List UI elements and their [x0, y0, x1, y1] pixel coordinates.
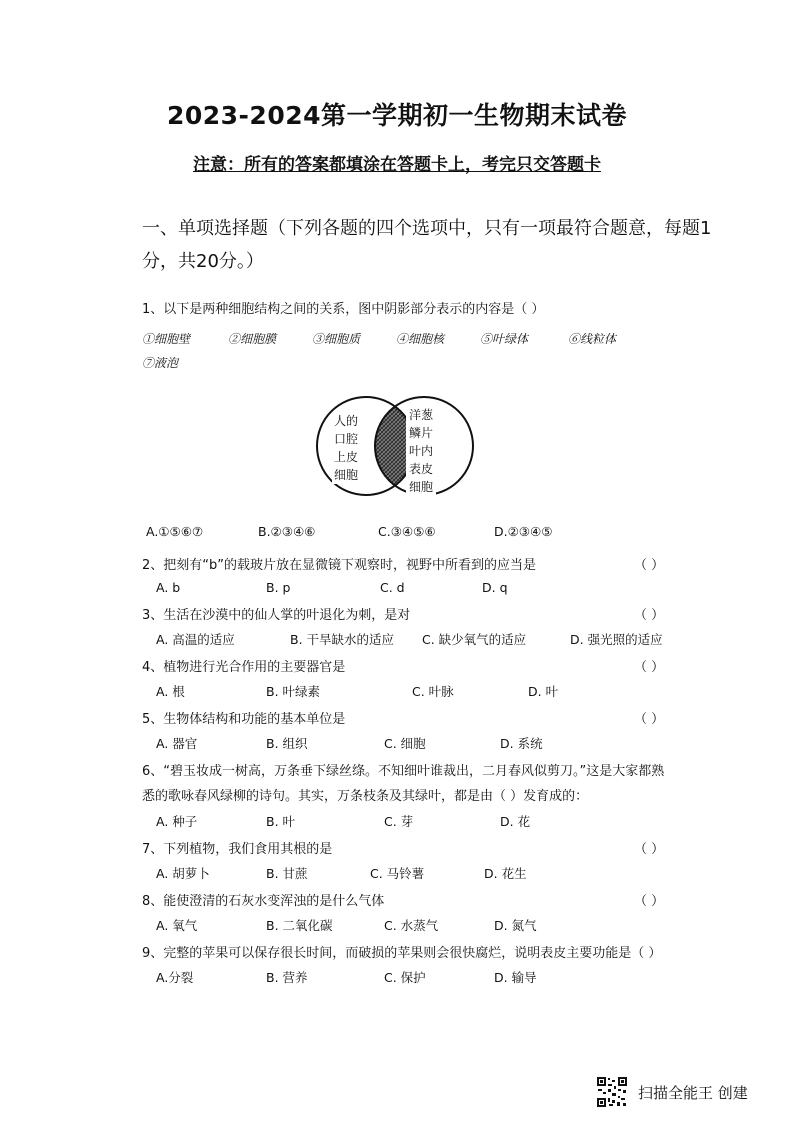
q3-option-d: D. 强光照的适应: [570, 632, 663, 647]
q1-item-5: ⑤叶绿体: [480, 332, 529, 346]
q5-option-b: B. 组织: [266, 736, 308, 751]
q1-item-1: ①细胞壁: [142, 332, 191, 346]
q1-item-3: ③细胞质: [312, 332, 361, 346]
q1-option-a: A.①⑤⑥⑦: [146, 524, 204, 539]
q7-option-d: D. 花生: [484, 866, 527, 881]
q7-option-c: C. 马铃薯: [370, 866, 425, 881]
venn-left-label: 人的口腔上皮细胞: [333, 414, 358, 482]
q5-option-d: D. 系统: [500, 736, 543, 751]
q4-option-a: A. 根: [156, 684, 185, 699]
question-2-answer-blank: （ ）: [634, 558, 665, 573]
q9-option-d: D. 输导: [494, 970, 537, 985]
q1-option-d: D.②③④⑤: [494, 524, 553, 539]
question-7-answer-blank: （ ）: [634, 842, 665, 857]
question-5-answer-blank: （ ）: [634, 712, 665, 727]
question-4-stem: 4、植物进行光合作用的主要器官是: [142, 660, 346, 675]
q4-option-b: B. 叶绿素: [266, 684, 321, 699]
q4-option-c: C. 叶脉: [412, 684, 454, 699]
q1-option-b: B.②③④⑥: [258, 524, 316, 539]
question-1-stem: 1、以下是两种细胞结构之间的关系，图中阴影部分表示的内容是（ ）: [142, 302, 545, 317]
scanner-watermark: 扫描全能王 创建: [638, 1084, 748, 1102]
q7-option-a: A. 胡萝卜: [156, 866, 210, 881]
q2-option-d: D. q: [482, 580, 508, 595]
q6-option-d: D. 花: [500, 814, 531, 829]
q9-option-a: A.分裂: [156, 970, 194, 985]
q3-option-a: A. 高温的适应: [156, 632, 235, 647]
question-3-stem: 3、生活在沙漠中的仙人掌的叶退化为刺，是对: [142, 608, 411, 623]
q9-option-b: B. 营养: [266, 970, 308, 985]
q5-option-a: A. 器官: [156, 736, 198, 751]
q8-option-d: D. 氮气: [494, 918, 537, 933]
q5-option-c: C. 细胞: [384, 736, 426, 751]
q8-option-a: A. 氧气: [156, 918, 198, 933]
q7-option-b: B. 甘蔗: [266, 866, 308, 881]
q1-item-7: ⑦液泡: [142, 356, 179, 370]
q2-option-a: A. b: [156, 580, 181, 595]
q4-option-d: D. 叶: [528, 684, 559, 699]
q1-option-c: C.③④⑤⑥: [378, 524, 436, 539]
question-9-stem: 9、完整的苹果可以保存很长时间，而破损的苹果则会很快腐烂，说明表皮主要功能是（ ）: [142, 946, 662, 961]
q9-option-c: C. 保护: [384, 970, 426, 985]
q2-option-c: C. d: [380, 580, 405, 595]
question-3-answer-blank: （ ）: [634, 608, 665, 623]
question-8-stem: 8、能使澄清的石灰水变浑浊的是什么气体: [142, 894, 385, 909]
q3-option-b: B. 干旱缺水的适应: [290, 632, 395, 647]
question-4-answer-blank: （ ）: [634, 660, 665, 675]
question-7-stem: 7、下列植物，我们食用其根的是: [142, 842, 333, 857]
question-6-stem-line-1: 6、“碧玉妆成一树高，万条垂下绿丝绦。不知细叶谁裁出，二月春风似剪刀。”这是大家都熟: [142, 764, 665, 779]
q3-option-c: C. 缺少氧气的适应: [422, 632, 527, 647]
q6-option-c: C. 芽: [384, 814, 414, 829]
section-heading: 一、单项选择题（下列各题的四个选项中，只有一项最符合题意，每题1分，共20分。）: [142, 218, 712, 272]
q1-item-4: ④细胞核: [396, 332, 445, 346]
qr-code-icon: [596, 1076, 628, 1108]
q8-option-c: C. 水蒸气: [384, 918, 439, 933]
exam-notice: 注意：所有的答案都填涂在答题卡上，考完只交答题卡: [193, 155, 601, 175]
q2-option-b: B. p: [266, 580, 291, 595]
q6-option-a: A. 种子: [156, 814, 198, 829]
q1-item-2: ②细胞膜: [228, 332, 277, 346]
q8-option-b: B. 二氧化碳: [266, 918, 333, 933]
page-title: 2023-2024第一学期初一生物期末试卷: [166, 101, 628, 130]
q1-item-6: ⑥线粒体: [568, 332, 617, 346]
question-6-stem-line-2: 悉的歌咏春风绿柳的诗句。其实，万条枝条及其绿叶，都是由（ ）发育成的：: [142, 789, 589, 804]
question-2-stem: 2、把刻有“b”的载玻片放在显微镜下观察时，视野中所看到的应当是: [142, 558, 536, 573]
question-8-answer-blank: （ ）: [634, 894, 665, 909]
venn-right-label: 洋葱鳞片叶内表皮细胞: [406, 406, 436, 496]
q6-option-b: B. 叶: [266, 814, 296, 829]
question-5-stem: 5、生物体结构和功能的基本单位是: [142, 712, 346, 727]
